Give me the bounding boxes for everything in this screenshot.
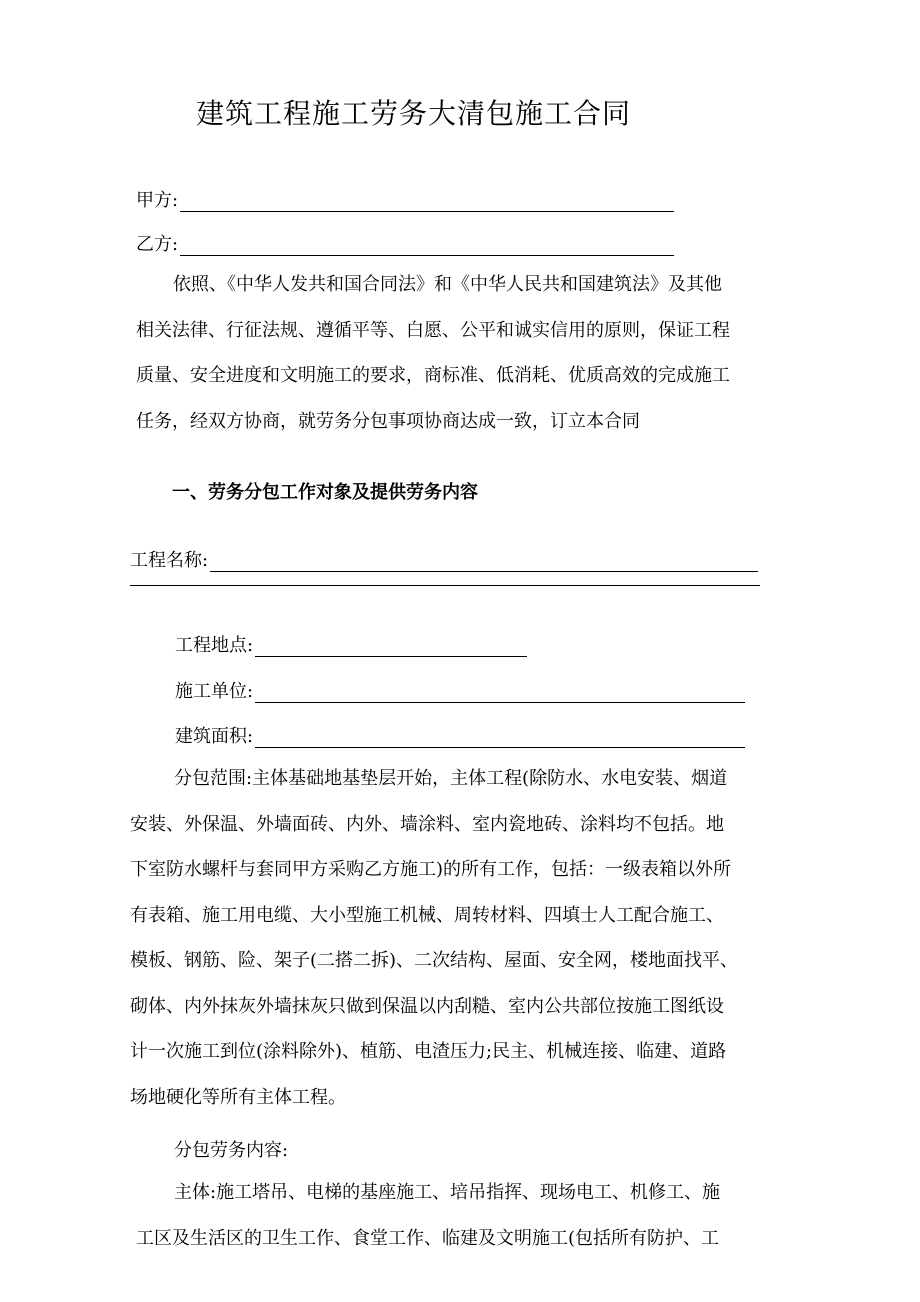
party-a-field	[136, 186, 674, 212]
construction-unit-blank[interactable]	[255, 682, 745, 703]
scope-line: 计一次施工到位(涂料除外)、植筋、电渣压力;民主、机械连接、临建、道路	[130, 1041, 727, 1062]
preamble-line: 任务，经双方协商，就劳务分包事项协商达成一致，订立本合同	[136, 410, 640, 432]
preamble-line: 相关法律、行征法规、遵循平等、白愿、公平和诚实信用的原则，保证工程	[136, 319, 730, 341]
section-heading: 一、劳务分包工作对象及提供劳务内容	[172, 482, 478, 503]
labor-content-label: 分包劳务内容:	[174, 1140, 289, 1161]
main-body-line: 工区及生活区的卫生工作、食堂工作、临建及文明施工(包括所有防护、工	[136, 1227, 720, 1249]
scope-line: 分包范围:主体基础地基垫层开始，主体工程(除防水、水电安装、烟道	[174, 768, 728, 789]
project-location-field	[175, 631, 527, 657]
project-name-blank-line-2[interactable]	[130, 566, 760, 586]
party-b-blank[interactable]	[180, 235, 674, 256]
construction-unit-label: 施工单位:	[175, 681, 254, 702]
preamble-paragraph	[136, 262, 776, 444]
preamble-line: 质量、安全进度和文明施工的要求，商标准、低消耗、优质高效的完成施工	[136, 365, 730, 386]
preamble-line: 依照、《中华人发共和国合同法》和《中华人民共和国建筑法》及其他	[173, 274, 722, 295]
scope-line: 场地硬化等所有主体工程。	[130, 1086, 346, 1108]
party-b-field	[136, 230, 674, 256]
document-title: 建筑工程施工劳务大清包施工合同	[196, 97, 632, 130]
building-area-field	[175, 722, 745, 748]
scope-line: 下室防水螺杆与套同甲方采购乙方施工)的所有工作，包括：一级表箱以外所	[130, 859, 732, 880]
building-area-blank[interactable]	[255, 727, 745, 748]
scope-line: 砌体、内外抹灰外墙抹灰只做到保温以内刮糙、室内公共部位按施工图纸设	[130, 995, 724, 1017]
scope-line: 模板、钢筋、险、架子(二搭二拆)、二次结构、屋面、安全网，楼地面找平、	[130, 950, 739, 971]
scope-paragraph	[130, 756, 790, 1120]
party-a-blank[interactable]	[180, 191, 674, 212]
scope-line: 安装、外保温、外墙面砖、内外、墙涂料、室内瓷地砖、涂料均不包括。地	[130, 813, 724, 835]
project-location-blank[interactable]	[255, 636, 527, 657]
building-area-label: 建筑面积:	[175, 726, 254, 747]
party-b-label: 乙方:	[136, 234, 179, 255]
scope-line: 有表箱、施工用电缆、大小型施工机械、周转材料、四填士人工配合施工、	[130, 904, 724, 926]
project-name-label: 工程名称:	[130, 550, 209, 571]
construction-unit-field	[175, 677, 745, 703]
party-a-label: 甲方:	[136, 190, 179, 211]
main-body-line: 主体:施工塔吊、电梯的基座施工、培吊指挥、现场电工、机修工、施	[174, 1182, 721, 1203]
project-location-label: 工程地点:	[175, 635, 254, 656]
main-body-paragraph	[136, 1170, 796, 1261]
